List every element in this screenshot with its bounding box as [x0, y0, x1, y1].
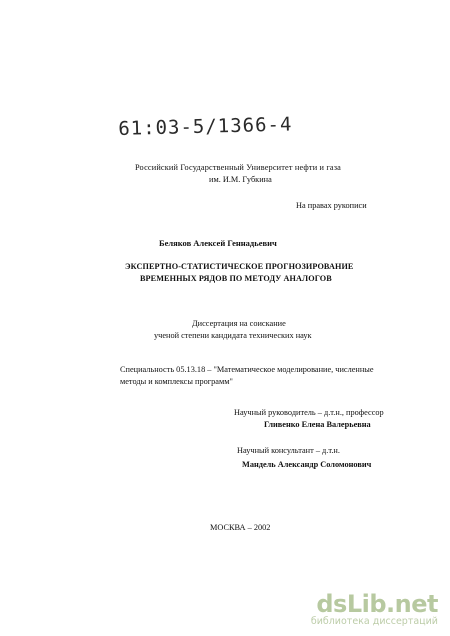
thesis-title-line-2: ВРЕМЕННЫХ РЯДОВ ПО МЕТОДУ АНАЛОГОВ — [140, 274, 332, 283]
handwritten-archive-number: 61:03-5/1366-4 — [118, 113, 293, 140]
dissertation-line-2: ученой степени кандидата технических наук — [154, 331, 312, 340]
consultant-name: Мандель Александр Соломонович — [242, 460, 372, 469]
author-name: Беляков Алексей Геннадьевич — [159, 238, 277, 248]
university-name: Российский Государственный Университет нефти и газа — [135, 163, 341, 172]
city-and-year: МОСКВА – 2002 — [210, 523, 271, 532]
specialty-line-1: Специальность 05.13.18 – "Математическое моделирование, численные — [120, 365, 374, 374]
dissertation-line-1: Диссертация на соискание — [192, 319, 286, 328]
specialty-line-2: методы и комплексы программ" — [120, 377, 233, 386]
supervisor-name: Гливенко Елена Валерьевна — [264, 420, 371, 429]
manuscript-rights-label: На правах рукописи — [296, 201, 367, 210]
consultant-role: Научный консультант – д.т.н. — [237, 446, 340, 455]
university-named-after: им. И.М. Губкина — [209, 175, 272, 184]
watermark[interactable] — [311, 592, 438, 628]
watermark-logo[interactable]: dsLib.net — [316, 590, 438, 618]
watermark-subtitle: библиотека диссертаций — [310, 616, 438, 627]
supervisor-role: Научный руководитель – д.т.н., профессор — [234, 408, 384, 417]
thesis-title-line-1: ЭКСПЕРТНО-СТАТИСТИЧЕСКОЕ ПРОГНОЗИРОВАНИЕ — [125, 262, 354, 271]
